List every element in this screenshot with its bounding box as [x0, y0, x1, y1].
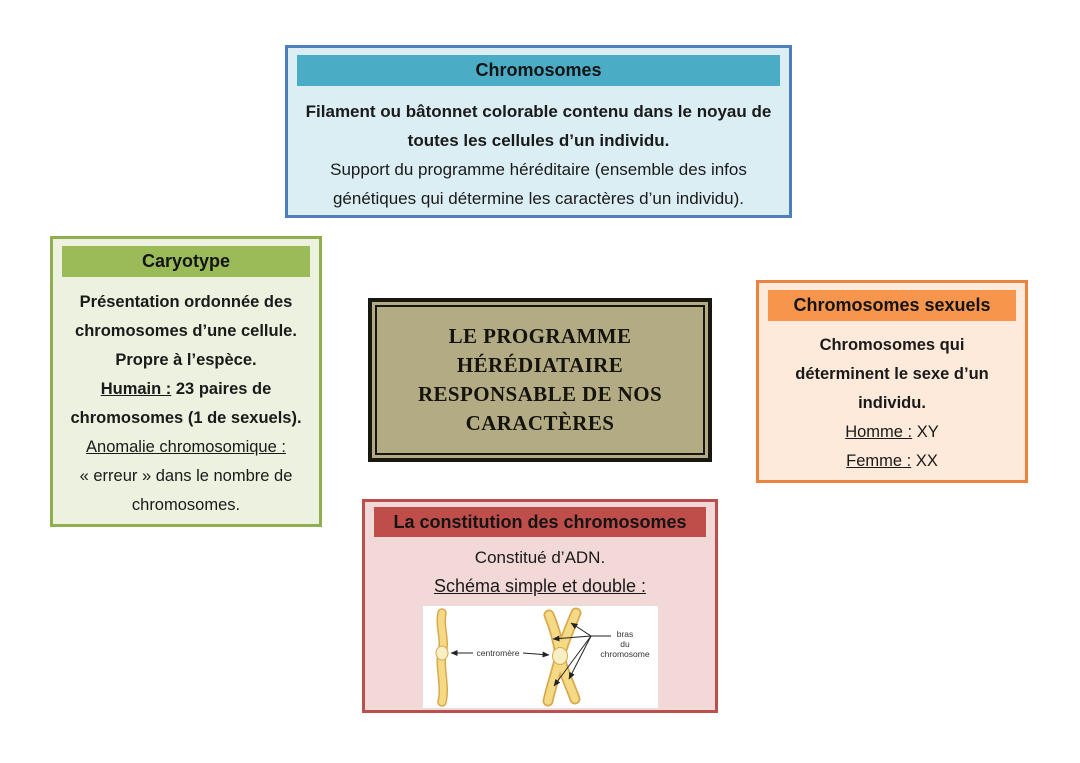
- constitution-title: La constitution des chromosomes: [393, 511, 687, 532]
- anomalie-label: Anomalie chromosomique :: [86, 438, 286, 456]
- caryotype-line2: Propre à l’espèce.: [115, 351, 257, 369]
- schema-label: Schéma simple et double :: [433, 576, 647, 596]
- sexuels-definition: Chromosomes qui déterminent le sexe d’un individu.: [795, 336, 989, 412]
- humain-label: Humain :: [100, 380, 172, 398]
- chromosomes-definition-regular: Support du programme héréditaire (ensemble des infos génétiques qui détermine les caractères d’un individu).: [330, 160, 747, 208]
- chromosomes-body: [288, 97, 789, 213]
- caryotype-header-band: [62, 246, 310, 277]
- sexuels-body: [759, 331, 1025, 476]
- double-centromere: [552, 648, 567, 665]
- homme-value: XY: [912, 423, 939, 441]
- double-chromosome: [548, 613, 576, 701]
- single-chromosome: [436, 613, 448, 702]
- arm-arrow-lower-right: [569, 636, 591, 679]
- humain-value: 23 paires de chromosomes (1 de sexuels).: [70, 380, 302, 427]
- femme-value: XX: [911, 452, 938, 470]
- caryotype-title: Caryotype: [141, 251, 231, 271]
- centromere-annotation: [451, 648, 549, 658]
- caryotype-body: [53, 288, 319, 520]
- arm-label-line2: du: [619, 639, 630, 649]
- central-title-line3: RESPONSABLE DE NOS: [417, 382, 663, 406]
- caryotype-box: [50, 236, 322, 527]
- single-centromere: [436, 646, 448, 660]
- constitution-line-schema: [365, 571, 715, 601]
- central-title-box: [368, 298, 712, 462]
- chromosomes-box: [285, 45, 792, 218]
- chromosomes-definition-bold: Filament ou bâtonnet colorable contenu dans le noyau de toutes les cellules d’un individu.: [305, 102, 772, 150]
- sexuels-header-band: [768, 290, 1016, 321]
- homme-line: [779, 418, 1005, 447]
- caryotype-anomalie-value-line: « erreur » dans le nombre de chromosomes.: [79, 467, 293, 514]
- centromere-arrow-right: [523, 653, 549, 655]
- femme-label: Femme :: [846, 452, 912, 470]
- caryotype-line1: Présentation ordonnée des chromosomes d’une cellule.: [75, 293, 297, 340]
- centromere-label: centromère: [476, 648, 519, 658]
- chromosomes-title: Chromosomes: [475, 60, 602, 80]
- caryotype-humain-line: [61, 375, 311, 433]
- chromosome-diagram-wrap: [365, 605, 715, 714]
- constitution-header-band: [374, 507, 706, 537]
- chromosomes-sexuels-box: [756, 280, 1028, 483]
- central-title-inner: [375, 305, 705, 455]
- arm-label-line1: bras: [616, 629, 633, 639]
- central-title-line4: CARACTÈRES: [465, 411, 615, 435]
- femme-line: [779, 447, 1005, 476]
- sexuels-title: Chromosomes sexuels: [793, 295, 991, 315]
- caryotype-anomalie-label-line: [61, 433, 311, 462]
- central-title-line2: HÉRÉDIATAIRE: [456, 353, 624, 377]
- central-title-line1: LE PROGRAMME: [448, 324, 632, 348]
- chromosome-diagram: [422, 605, 659, 709]
- homme-label: Homme :: [845, 423, 913, 441]
- constitution-line-adn: Constitué d’ADN.: [474, 548, 606, 567]
- chromosomes-header-band: [297, 55, 780, 86]
- arm-label-line3: chromosome: [599, 649, 650, 659]
- constitution-box: [362, 499, 718, 713]
